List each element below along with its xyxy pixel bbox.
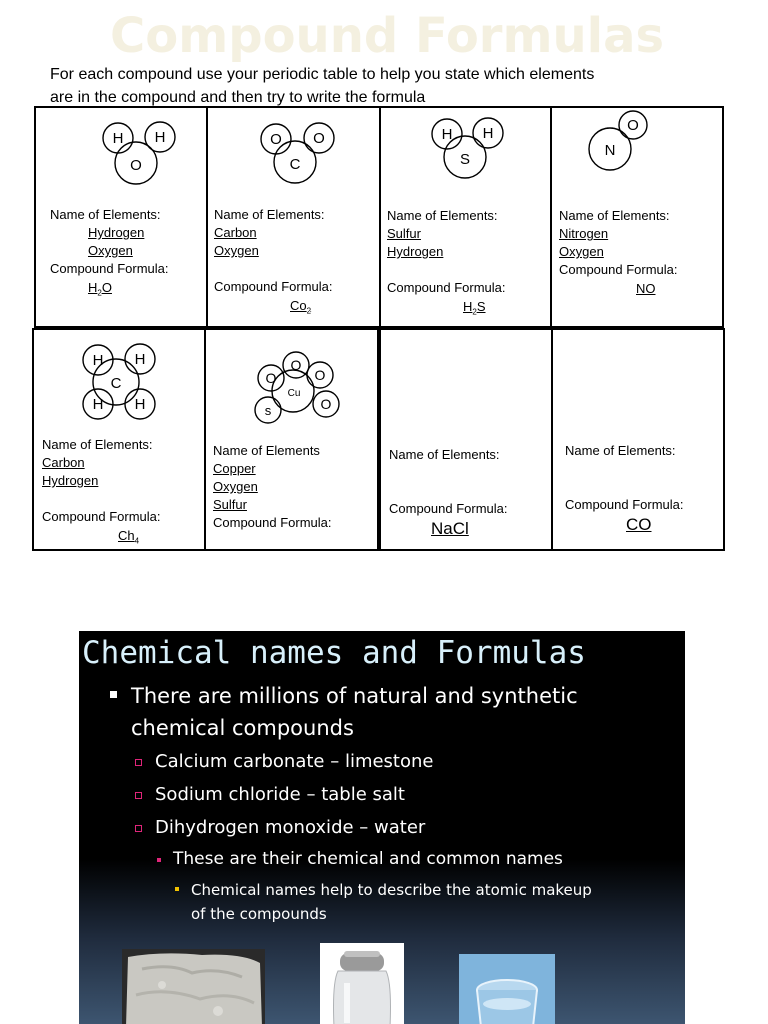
element-name: Oxygen [88, 243, 133, 258]
sub-bullet-2: Sodium chloride – table salt [155, 784, 405, 805]
compound-cell-water [34, 106, 208, 328]
element-name: Hydrogen [42, 473, 99, 488]
atom-label: C [110, 375, 122, 392]
element-name: Oxygen [214, 243, 259, 258]
element-name: Oxygen [559, 244, 604, 259]
embedded-slide [79, 631, 685, 1024]
formula-label: Compound Formula: [213, 515, 332, 530]
element-name: Hydrogen [387, 244, 444, 259]
compound-cell-hydrogen-sulfide [379, 106, 552, 328]
atom-label: H [112, 130, 124, 147]
formula-answer: $Co_2$ [290, 298, 312, 316]
elements-label: Name of Elements: [559, 208, 670, 223]
bullet-level-1-line-1: There are millions of natural and synthetic [131, 684, 578, 708]
formula-answer: CO [626, 515, 652, 534]
instructions [50, 63, 690, 109]
element-name: Hydrogen [88, 225, 145, 240]
atom-label: O [130, 157, 142, 174]
atom-label: H [134, 396, 146, 413]
compound-cell-carbon-dioxide [206, 106, 381, 328]
compound-cell-carbon-monoxide [551, 328, 725, 551]
atom-label: O [320, 396, 332, 412]
bullet-level-3: These are their chemical and common names [173, 849, 563, 869]
sub-bullet-1: Calcium carbonate – limestone [155, 751, 434, 772]
element-name: Nitrogen [559, 226, 609, 241]
bullet-square-icon [175, 887, 179, 891]
instructions-line-2: are in the compound and then try to write the formula [50, 89, 426, 106]
atom-label: N [604, 142, 616, 159]
atom-label: O [265, 370, 277, 386]
atom-label: O [290, 357, 302, 373]
bullet-level-4-line-1: Chemical names help to describe the atomic makeup [191, 881, 592, 899]
atom-label: S [459, 151, 471, 168]
compound-cell-sodium-chloride [379, 328, 553, 551]
compound-cell-methane [32, 328, 206, 551]
atom-label: H [441, 126, 453, 143]
atom-label: H [154, 129, 166, 146]
formula-label: Compound Formula: [387, 280, 506, 295]
slide-title: Chemical names and Formulas [82, 635, 586, 671]
formula-label: Compound Formula: [559, 262, 678, 277]
atom-label: O [270, 131, 282, 148]
bullet-level-4-line-2: of the compounds [191, 905, 327, 923]
atom-label: H [92, 352, 104, 369]
limestone-photo [122, 949, 265, 1024]
bullet-level-1-line-2: chemical compounds [131, 716, 354, 740]
formula-label: Compound Formula: [565, 497, 684, 512]
elements-label: Name of Elements: [387, 208, 498, 223]
elements-label: Name of Elements: [42, 437, 153, 452]
elements-label: Name of Elements: [214, 207, 325, 222]
formula-label: Compound Formula: [42, 509, 161, 524]
compound-cell-nitrogen-monoxide [550, 106, 724, 328]
bullet-square-icon [157, 858, 161, 862]
formula-answer: $H_2O$ [88, 280, 112, 298]
atom-label: C [289, 156, 301, 173]
formula-answer: $H_2S$ [463, 299, 486, 317]
atom-label: H [92, 396, 104, 413]
elements-label: Name of Elements: [50, 207, 161, 222]
atom-label: s [264, 403, 272, 418]
bullet-hollow-square-icon [135, 759, 142, 766]
compound-cell-copper-sulfate [204, 328, 379, 551]
element-name: Sulfur [387, 226, 421, 241]
atom-label: O [313, 130, 325, 147]
bullet-square-icon [110, 691, 117, 698]
formula-label: Compound Formula: [50, 261, 169, 276]
bullet-hollow-square-icon [135, 792, 142, 799]
formula-label: Compound Formula: [389, 501, 508, 516]
atom-label: H [134, 351, 146, 368]
element-name: Sulfur [213, 497, 247, 512]
element-name: Carbon [214, 225, 257, 240]
element-name: Carbon [42, 455, 85, 470]
sub-bullet-3: Dihydrogen monoxide – water [155, 817, 426, 838]
salt-shaker-photo [320, 943, 404, 1024]
elements-label: Name of Elements [213, 443, 320, 458]
atom-label: H [482, 125, 494, 142]
water-glass-photo [459, 954, 555, 1024]
bullet-hollow-square-icon [135, 825, 142, 832]
atom-label: O [627, 117, 639, 134]
formula-label: Compound Formula: [214, 279, 333, 294]
atom-label: Cu [287, 388, 301, 399]
atom-label: O [314, 367, 326, 383]
formula-answer: NaCl [431, 519, 469, 538]
elements-label: Name of Elements: [389, 447, 500, 462]
page-title: Compound Formulas [110, 8, 665, 64]
element-name: Oxygen [213, 479, 258, 494]
elements-label: Name of Elements: [565, 443, 676, 458]
formula-answer: NO [636, 281, 656, 296]
element-name: Copper [213, 461, 256, 476]
formula-answer: $Ch_4$ [118, 528, 140, 546]
instructions-line-1: For each compound use your periodic table to help you state which elements [50, 66, 595, 83]
